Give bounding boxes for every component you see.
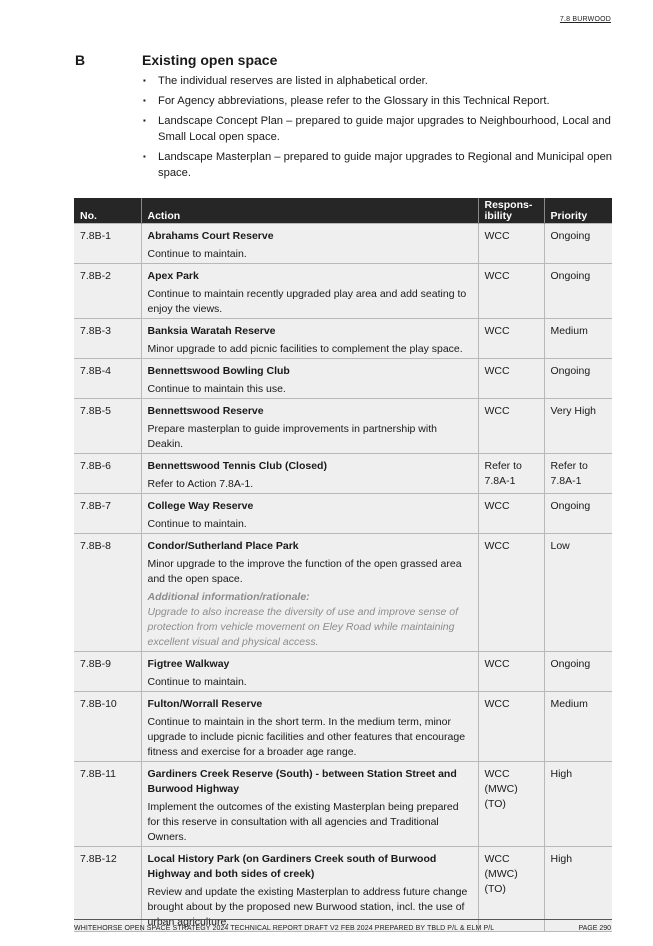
table-row: [74, 762, 612, 847]
action-description: Minor upgrade to add picnic facilities to complement the play space.: [147, 343, 463, 355]
reserve-name: Fulton/Worrall Reserve: [147, 698, 263, 710]
cell-priority: Ongoing: [544, 224, 612, 264]
cell-no: 7.8B-4: [74, 359, 141, 399]
table-row: [74, 494, 612, 534]
header-resp-line2: ibility: [484, 210, 512, 222]
cell-responsibility: WCC: [478, 224, 544, 264]
cell-action: [141, 762, 478, 847]
table-row: [74, 399, 612, 454]
cell-action: [141, 264, 478, 319]
cell-priority: Ongoing: [544, 359, 612, 399]
reserve-name: Abrahams Court Reserve: [147, 230, 274, 242]
cell-action: [141, 534, 478, 652]
cell-no: 7.8B-11: [74, 762, 141, 847]
bullet-item: [142, 113, 617, 145]
action-description: Review and update the existing Masterplan to address future change brought about by the proposed new Burwood station, incl. the use of urban agriculture.: [147, 886, 468, 928]
action-description: Refer to Action 7.8A-1.: [147, 478, 254, 490]
reserve-name: Gardiners Creek Reserve (South) - between Station Street and Burwood Highway: [147, 768, 457, 795]
cell-priority: Medium: [544, 692, 612, 762]
bullet-square-icon: ▪: [143, 116, 146, 125]
cell-priority: High: [544, 762, 612, 847]
cell-no: 7.8B-1: [74, 224, 141, 264]
action-description: Continue to maintain recently upgraded play area and add seating to enjoy the views.: [147, 288, 467, 315]
cell-responsibility: WCC: [478, 359, 544, 399]
reserve-name: Local History Park (on Gardiners Creek south of Burwood Highway and both sides of creek): [147, 853, 437, 880]
cell-priority: Refer to 7.8A-1: [544, 454, 612, 494]
bullet-square-icon: ▪: [143, 152, 146, 161]
cell-responsibility: WCC (MWC) (TO): [478, 847, 544, 932]
reserve-name: Banksia Waratah Reserve: [147, 325, 276, 337]
cell-priority: Low: [544, 534, 612, 652]
cell-responsibility: WCC: [478, 692, 544, 762]
header-resp-line1: Respons-: [484, 199, 533, 211]
section-reference: 7.8 BURWOOD: [559, 16, 611, 23]
bullet-item: [142, 93, 617, 109]
cell-responsibility: WCC: [478, 399, 544, 454]
action-description: Continue to maintain.: [147, 248, 247, 260]
action-description: Minor upgrade to the improve the function of the open grassed area and the open space.: [147, 558, 462, 585]
reserve-name: Figtree Walkway: [147, 658, 230, 670]
reserve-name: College Way Reserve: [147, 500, 254, 512]
table-header-row: [74, 198, 612, 224]
table-row: [74, 652, 612, 692]
cell-responsibility: WCC: [478, 652, 544, 692]
cell-action: [141, 319, 478, 359]
cell-responsibility: WCC: [478, 494, 544, 534]
header-responsibility: [478, 198, 544, 224]
footer-document-info: WHITEHORSE OPEN SPACE STRATEGY 2024 TECHNICAL REPORT DRAFT V2 FEB 2024 PREPARED BY TBLD P/L & ELM P/L: [74, 925, 495, 932]
cell-priority: Ongoing: [544, 652, 612, 692]
reserve-name: Bennettswood Bowling Club: [147, 365, 290, 377]
cell-no: 7.8B-10: [74, 692, 141, 762]
cell-no: 7.8B-6: [74, 454, 141, 494]
actions-table: [74, 198, 612, 932]
cell-no: 7.8B-8: [74, 534, 141, 652]
table-row: [74, 454, 612, 494]
cell-action: [141, 224, 478, 264]
table-row: [74, 319, 612, 359]
cell-priority: Very High: [544, 399, 612, 454]
table-row: [74, 534, 612, 652]
header-no: No.: [74, 198, 141, 224]
action-description: Continue to maintain.: [147, 676, 247, 688]
cell-action: [141, 359, 478, 399]
table-row: [74, 264, 612, 319]
cell-action: [141, 399, 478, 454]
bullet-text: Landscape Masterplan – prepared to guide major upgrades to Regional and Municipal open space.: [158, 151, 613, 179]
cell-action: [141, 494, 478, 534]
bullet-text: The individual reserves are listed in alphabetical order.: [158, 75, 428, 87]
bullet-item: [142, 149, 617, 181]
additional-info-heading: Additional information/rationale:: [147, 591, 310, 603]
cell-no: 7.8B-7: [74, 494, 141, 534]
action-description: Implement the outcomes of the existing Masterplan being prepared for this reserve in consultation with all agencies and Traditional Owners.: [147, 801, 459, 843]
cell-no: 7.8B-3: [74, 319, 141, 359]
bullet-item: [142, 73, 617, 89]
action-description: Continue to maintain this use.: [147, 383, 286, 395]
action-description: Continue to maintain in the short term. In the medium term, minor upgrade to include picnic facilities and other features that encourage fitness and exercise for a broader age range.: [147, 716, 466, 758]
header-action: Action: [141, 198, 478, 224]
cell-action: [141, 454, 478, 494]
reserve-name: Bennettswood Reserve: [147, 405, 264, 417]
intro-bullet-list: [142, 73, 617, 185]
cell-no: 7.8B-9: [74, 652, 141, 692]
additional-info-text: Upgrade to also increase the diversity of use and improve sense of protection from vehicle movement on Eley Road while maintaining excellent visual and physical access.: [147, 606, 459, 648]
reserve-name: Condor/Sutherland Place Park: [147, 540, 299, 552]
cell-priority: Ongoing: [544, 494, 612, 534]
cell-responsibility: WCC: [478, 534, 544, 652]
cell-responsibility: WCC: [478, 319, 544, 359]
cell-no: 7.8B-2: [74, 264, 141, 319]
reserve-name: Apex Park: [147, 270, 199, 282]
bullet-text: For Agency abbreviations, please refer to the Glossary in this Technical Report.: [158, 95, 550, 107]
reserve-name: Bennettswood Tennis Club (Closed): [147, 460, 327, 472]
cell-priority: High: [544, 847, 612, 932]
footer-divider: [74, 919, 612, 920]
cell-action: [141, 692, 478, 762]
action-description: Continue to maintain.: [147, 518, 247, 530]
cell-responsibility: Refer to 7.8A-1: [478, 454, 544, 494]
section-letter: B: [75, 52, 86, 68]
page-number: PAGE 290: [578, 925, 611, 932]
bullet-text: Landscape Concept Plan – prepared to guide major upgrades to Neighbourhood, Local and Small Local open space.: [158, 115, 611, 143]
cell-responsibility: WCC: [478, 264, 544, 319]
cell-priority: Ongoing: [544, 264, 612, 319]
bullet-square-icon: ▪: [143, 76, 146, 85]
cell-responsibility: WCC (MWC) (TO): [478, 762, 544, 847]
section-title: Existing open space: [142, 52, 278, 68]
cell-no: 7.8B-5: [74, 399, 141, 454]
cell-priority: Medium: [544, 319, 612, 359]
header-priority: Priority: [544, 198, 612, 224]
table-row: [74, 359, 612, 399]
bullet-square-icon: ▪: [143, 96, 146, 105]
cell-no: 7.8B-12: [74, 847, 141, 932]
table-row: [74, 692, 612, 762]
action-description: Prepare masterplan to guide improvements in partnership with Deakin.: [147, 423, 437, 450]
cell-action: [141, 652, 478, 692]
table-row: [74, 224, 612, 264]
